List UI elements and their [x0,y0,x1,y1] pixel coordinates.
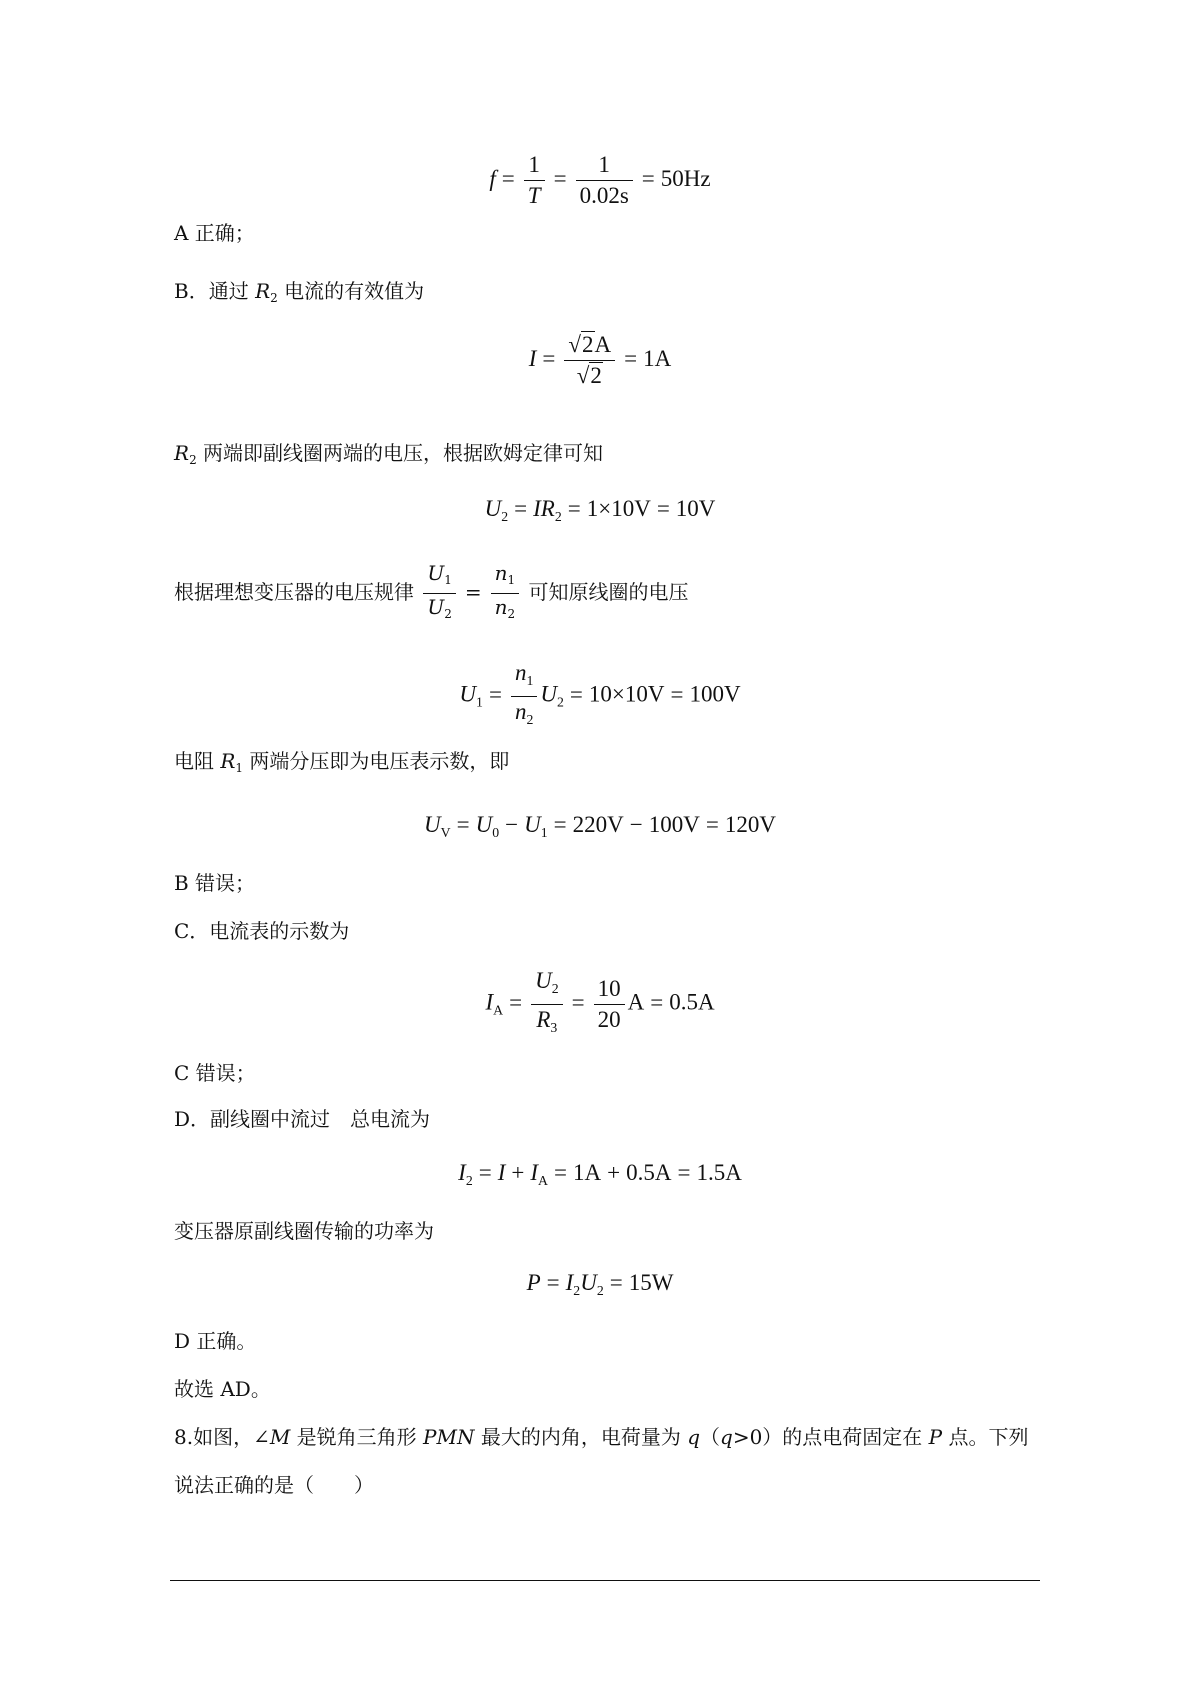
footer-rule [170,1580,1040,1581]
equation-u2: $U_2 = IR_2 = 1\times 10V = 10V$ [484,496,716,524]
line-b-wrong: B 错误； [174,871,256,895]
equation-uv: $U_V = U_0 - U_1 = 220V - 100V = 120V$ [424,812,776,840]
line-power-intro: 变压器原副线圈传输的功率为 [174,1219,434,1243]
line-d-intro: D．副线圈中流过 总电流为 [174,1107,431,1131]
equation-u1: $U_1$ = $\frac{n_1}{n_2}$ $U_2 = 10\times 10V = 100V$ [459,660,741,727]
line-a-correct: A 正确； [174,221,255,245]
line-r2-voltage: $R_2$ 两端即副线圈两端的电压，根据欧姆定律可知 [174,441,604,468]
line-r1-voltage: 电阻 $R_1$ 两端分压即为电压表示数，即 [174,749,510,776]
line-b-intro: B．通过 $R_2$ 电流的有效值为 [174,279,425,306]
line-transformer-rule: 根据理想变压器的电压规律 $\frac{U_1}{U_2}$ = $\frac{n_1}{n_2}$ 可知原线圈的电压 [174,561,689,622]
question-8-line1: 8.如图，∠M 是锐角三角形 PMN 最大的内角，电荷量为 q（q>0）的点电荷固定在 P 点。下列 [174,1425,1029,1449]
line-c-wrong: C 错误； [174,1061,256,1085]
line-answer: 故选 AD。 [174,1377,271,1401]
equation-current-effective: I = $\frac{√2A}{√2}$ = 1A [528,332,672,388]
equation-power: $P = I_2U_2 = 15W$ [526,1270,674,1298]
question-8-line2: 说法正确的是（ ） [174,1473,374,1497]
line-d-correct: D 正确。 [174,1329,257,1353]
line-c-intro: C．电流表的示数为 [174,919,350,943]
equation-ia: $I_A$ = $\frac{U_2}{R_3}$ = $\frac{10}{20}$ A = 0.5A [485,968,715,1035]
equation-frequency: f = $\frac{1}{T}$ = $\frac{1}{0.02s}$ = 50Hz [489,152,711,208]
equation-i2: $I_2 = I + I_A = 1A + 0.5A = 1.5A$ [458,1160,742,1188]
